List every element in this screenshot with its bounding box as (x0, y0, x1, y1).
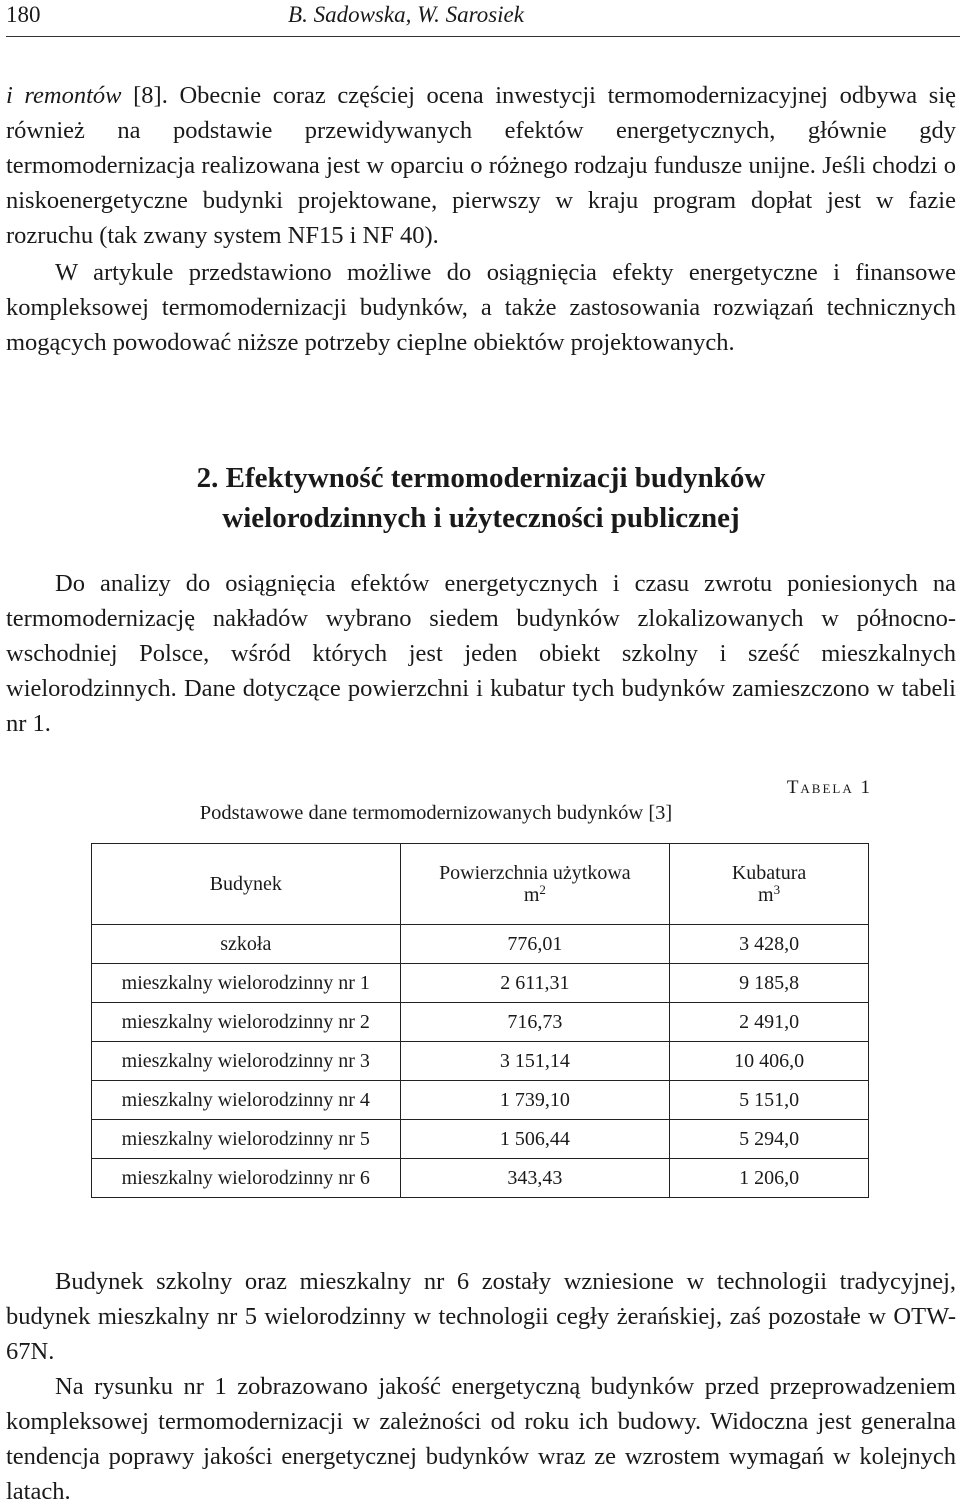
header-area-unit: m (523, 884, 540, 906)
header-area-label: Powierzchnia użytkowa (439, 862, 631, 884)
cell-volume: 10 406,0 (670, 1042, 869, 1081)
section-heading (6, 458, 956, 538)
running-head-authors: B. Sadowska, W. Sarosiek (288, 2, 524, 27)
cell-area: 1 739,10 (400, 1081, 670, 1120)
table-row (92, 1003, 869, 1042)
section-heading-line-1: 2. Efektywność termomodernizacji budynków (196, 462, 766, 494)
section-heading-line-2: wielorodzinnych i użyteczności publicznej (222, 502, 740, 534)
cell-volume: 5 151,0 (670, 1081, 869, 1120)
cell-building: mieszkalny wielorodzinny nr 3 (92, 1042, 401, 1081)
cell-volume: 3 428,0 (670, 925, 869, 964)
cell-building: szkoła (92, 925, 401, 964)
intro-paragraph-2: W artykule przedstawiono możliwe do osiągnięcia efekty energetyczne i finansowe kompleksowej termomodernizacji budynków, a także zastosowania rozwiązań technicznych mogących powodować niższe potrzeby cieplne obiektów projektowanych. (6, 259, 956, 356)
table-row (92, 1081, 869, 1120)
table-row (92, 1159, 869, 1198)
page-number: 180 (6, 2, 41, 27)
header-building: Budynek (92, 844, 401, 925)
section-paragraph-1: Do analizy do osiągnięcia efektów energetycznych i czasu zwrotu poniesionych na termomodernizację nakładów wybrano siedem budynków zlokalizowanych w północno-wschodniej Polsce, wśród których jest jeden obiekt szkolny i sześć mieszkalnych wielorodzinnych. Dane dotyczące powierzchni i kubatur tych budynków zamieszczono w tabeli nr 1. (6, 570, 956, 737)
table-row (92, 1042, 869, 1081)
table-label: Tabela 1 (786, 777, 872, 798)
intro-italic-start: i remontów (6, 82, 122, 109)
table-caption (0, 802, 960, 825)
closing-paragraph-2: Na rysunku nr 1 zobrazowano jakość energetyczną budynków przed przeprowadzeniem kompleksowej termomodernizacji w zależności od roku ich budowy. Widoczna jest generalna tendencja poprawy jakości energetycznej budynków wraz ze wzrostem wymagań w kolejnych latach. (6, 1373, 956, 1505)
cell-area: 3 151,14 (400, 1042, 670, 1081)
cell-area: 2 611,31 (400, 964, 670, 1003)
table-row (92, 925, 869, 964)
table-header-row (92, 844, 869, 925)
intro-paragraph-1-text: [8]. Obecnie coraz częściej ocena inwestycji termomodernizacyjnej odbywa się również na podstawie przewidywanych efektów energetycznych, głównie gdy termomodernizacja realizowana jest w oparciu o różnego rodzaju fundusze unijne. Jeśli chodzi o niskoenergetyczne budynki projektowane, pierwszy w kraju program dopłat jest w fazie rozruchu (tak zwany system NF15 i NF 40). (6, 82, 956, 249)
cell-area: 716,73 (400, 1003, 670, 1042)
table-caption-text: Podstawowe dane termomodernizowanych budynków [3] (199, 802, 673, 824)
table-row (92, 964, 869, 1003)
table-row (92, 1120, 869, 1159)
cell-building: mieszkalny wielorodzinny nr 6 (92, 1159, 401, 1198)
intro-paragraph-1 (6, 78, 956, 253)
cell-volume: 5 294,0 (670, 1120, 869, 1159)
cell-building: mieszkalny wielorodzinny nr 4 (92, 1081, 401, 1120)
running-header (6, 0, 960, 36)
cell-area: 343,43 (400, 1159, 670, 1198)
cell-volume: 1 206,0 (670, 1159, 869, 1198)
cell-building: mieszkalny wielorodzinny nr 1 (92, 964, 401, 1003)
header-volume-exponent: 3 (773, 882, 781, 897)
header-volume-label: Kubatura (731, 862, 807, 884)
cell-building: mieszkalny wielorodzinny nr 2 (92, 1003, 401, 1042)
cell-volume: 9 185,8 (670, 964, 869, 1003)
cell-building: mieszkalny wielorodzinny nr 5 (92, 1120, 401, 1159)
buildings-table (91, 843, 869, 1198)
closing-paragraph-1: Budynek szkolny oraz mieszkalny nr 6 zostały wzniesione w technologii tradycyjnej, budynek mieszkalny nr 5 wielorodzinny w technologii cegły żerańskiej, zaś pozostałe w OTW-67N. (6, 1268, 956, 1365)
cell-area: 776,01 (400, 925, 670, 964)
header-rule (6, 36, 960, 37)
header-area-exponent: 2 (539, 882, 546, 897)
header-volume-unit: m (758, 884, 774, 906)
header-area (400, 844, 670, 925)
cell-area: 1 506,44 (400, 1120, 670, 1159)
header-volume (670, 844, 869, 925)
cell-volume: 2 491,0 (670, 1003, 869, 1042)
